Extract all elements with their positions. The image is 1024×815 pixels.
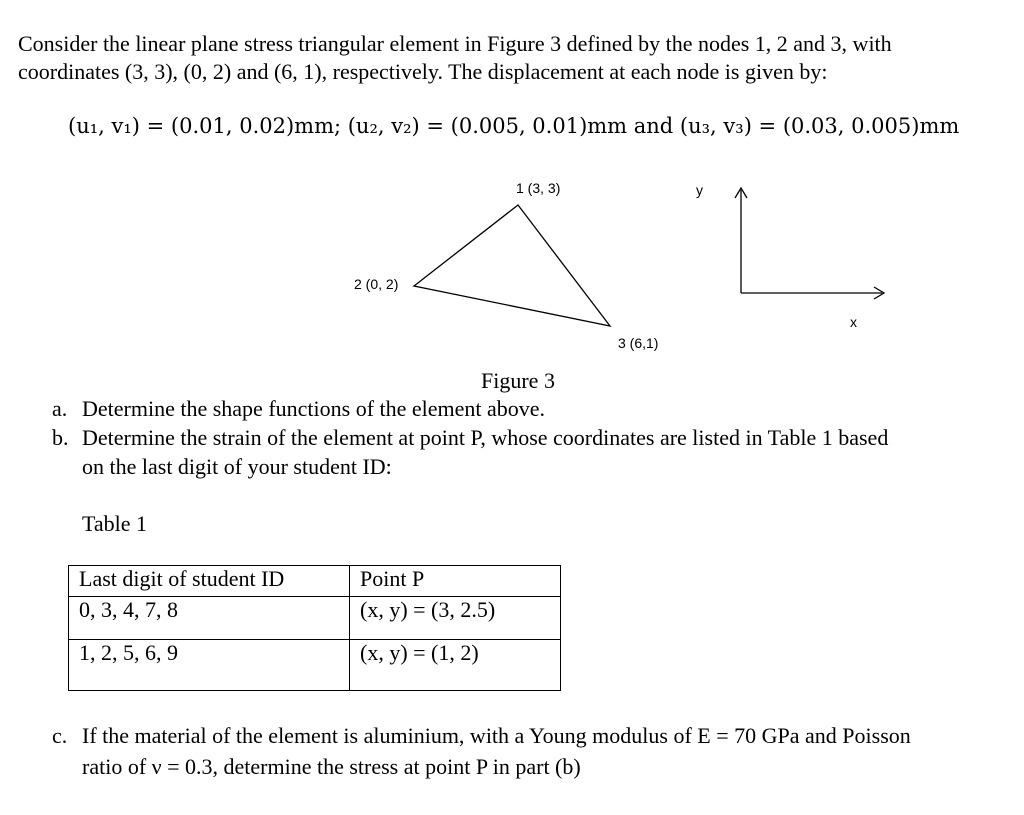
node-2-label: 2 (0, 2) (354, 276, 399, 292)
table-cell: 0, 3, 4, 7, 8 (69, 597, 350, 640)
intro-line-1: Consider the linear plane stress triangular element in Figure 3 defined by the nodes 1, 2 and 3, with (18, 31, 892, 56)
question-c-marker: c. (52, 723, 68, 748)
question-a-marker: a. (52, 396, 68, 421)
y-axis-label: y (696, 182, 703, 198)
table-row (69, 597, 561, 640)
question-b-text-line-2: on the last digit of your student ID: (82, 454, 392, 479)
question-b-marker: b. (52, 425, 69, 450)
question-c (52, 722, 911, 750)
x-axis-label: x (850, 314, 857, 330)
table-header-row (69, 566, 561, 597)
question-a (52, 395, 545, 423)
question-b (52, 424, 888, 452)
table-cell: (x, y) = (1, 2) (350, 640, 561, 691)
table-title: Table 1 (82, 511, 148, 536)
figure-3-diagram (0, 0, 1024, 400)
table-cell: 1, 2, 5, 6, 9 (69, 640, 350, 691)
table-header-cell: Last digit of student ID (69, 566, 350, 597)
question-b-text-line-1: Determine the strain of the element at point P, whose coordinates are listed in Table 1 based (82, 425, 889, 450)
question-c-text-line-1: If the material of the element is aluminium, with a Young modulus of E = 70 GPa and Poisson (82, 723, 911, 748)
table-cell: (x, y) = (3, 2.5) (350, 597, 561, 640)
question-a-text: Determine the shape functions of the element above. (82, 396, 546, 421)
question-c-text-line-2: ratio of ν = 0.3, determine the stress at point P in part (b) (82, 754, 581, 779)
displacement-equation: (u₁, v₁) = (0.01, 0.02)mm; (u₂, v₂) = (0.005, 0.01)mm and (u₃, v₃) = (0.03, 0.005)mm (68, 114, 960, 138)
table-header-cell: Point P (350, 566, 561, 597)
node-1-label: 1 (3, 3) (516, 180, 561, 196)
triangle-element (414, 205, 610, 326)
table-row (69, 640, 561, 691)
figure-caption: Figure 3 (481, 368, 555, 393)
table-1 (68, 565, 561, 691)
intro-line-2: coordinates (3, 3), (0, 2) and (6, 1), respectively. The displacement at each node is given by: (18, 59, 828, 84)
node-3-label: 3 (6,1) (618, 335, 659, 351)
